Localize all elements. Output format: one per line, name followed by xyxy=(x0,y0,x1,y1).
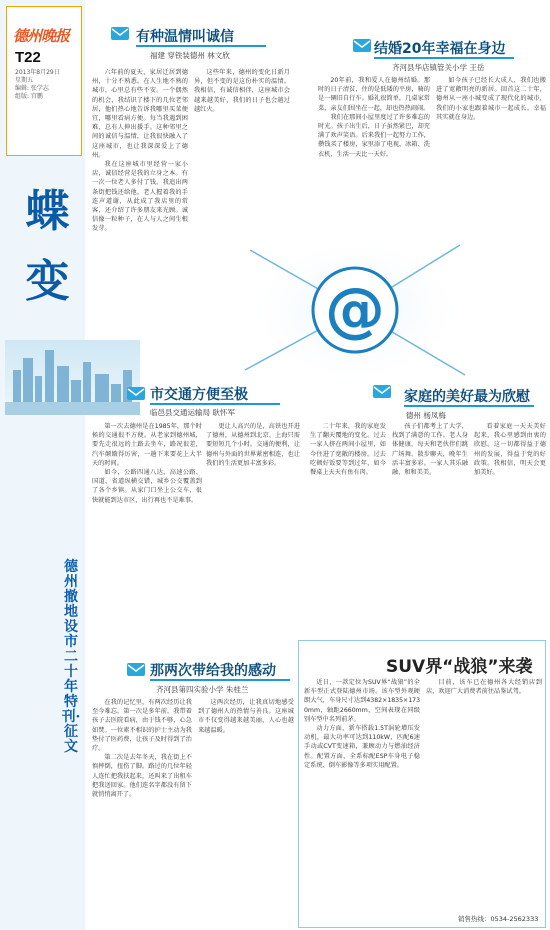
suv-ad-column xyxy=(304,678,420,910)
article-byline: 齐河县第四实验小学 朱桂兰 xyxy=(156,685,249,694)
article-column xyxy=(392,422,468,618)
article-column xyxy=(436,76,546,242)
paragraph: 近日，一款定位为SUV界“战狼”的全新车型正式登陆德州市场。该车型外观硬朗大气，车身尺寸达到4382×1835×1730mm，轴距2660mm，空间表现在同级别车型中名列前茅。 xyxy=(304,679,420,723)
paragraph: 目前，该车已在德州各大经销店到店，欢迎广大消费者前往品鉴试驾。 xyxy=(426,679,542,696)
suv-ad-contact: 销售热线：0534-2562333 xyxy=(458,915,539,923)
mail-icon xyxy=(110,26,130,41)
article-byline: 福建 穿铁装德州 林文欣 xyxy=(150,51,230,60)
paragraph: 这两次经历，让我真切地感受到了德州人的热情与善良。这座城市不仅变得越来越美丽，人心也越来越温暖。 xyxy=(198,699,294,734)
title-underline xyxy=(150,679,290,681)
title-underline xyxy=(404,405,534,407)
mail-icon xyxy=(372,384,392,399)
article-title: 结婚20年幸福在身边 xyxy=(374,41,506,57)
masthead xyxy=(6,6,82,156)
page-code: T22 xyxy=(15,49,41,66)
suv-ad-title: SUV界“战狼”来袭 xyxy=(386,657,533,677)
paragraph: 我在这座城市里经营一家小店，诚信经营是我的立身之本。有一次一位老人多付了钱，我追出两条街把钱还给他。老人握着我的手连声道谢，从此成了我店里的常客，还介绍了许多朋友来光顾。诚信像一粒种子，在人与人之间生根发芽。 xyxy=(92,161,188,233)
paragraph: 在我的记忆里，有两次经历让我至今难忘。第一次是多年前，我带着孩子去医院看病，由于钱不够，心急如焚。一位素不相识的护士主动为我垫付了医药费，让孩子及时得到了治疗。 xyxy=(92,699,192,753)
paragraph: 如今，公路四通八达，高速公路、国道、省道纵横交错，城乡公交覆盖到了各个乡镇。从家门口坐上公交车，很快就能到达市区，出行再也不是难事。 xyxy=(92,469,202,504)
title-underline xyxy=(374,57,514,59)
article-title: 家庭的美好最为欣慰 xyxy=(404,389,530,405)
mail-icon xyxy=(352,38,372,53)
article-column xyxy=(198,698,294,924)
paragraph: 我们在那间小屋里度过了许多难忘的时光。孩子出生后，日子虽然紧巴，却充满了欢声笑语。后来我们一起努力工作，攒钱买了楼房，家里添了电视、冰箱、洗衣机，生活一天比一天好。 xyxy=(318,113,430,158)
paragraph: 看着家庭一天天美好起来，我心里感到由衷的欣慰。这一切都得益于德州的发展，得益于党的好政策。我相信，明天会更加美好。 xyxy=(474,423,546,477)
article-column xyxy=(92,68,188,258)
paragraph: 如今孩子已经长大成人，我们也搬进了宽敞明亮的新居。回首这二十年，德州从一座小城变成了现代化的城市，我们的小家也跟着城市一起成长。幸福其实就在身边。 xyxy=(436,77,546,121)
meta-line: 编辑: 张学志 xyxy=(15,85,49,92)
article-column xyxy=(318,76,430,242)
paragraph: 20年前，我和爱人在德州结婚。那时的日子清贫，住的是低矮的平房，骑的是一辆旧自行车。婚礼很简单，几桌家常菜，亲友们围坐在一起，却也热热闹闹。 xyxy=(318,77,430,112)
article-column xyxy=(206,422,300,642)
title-underline xyxy=(136,45,266,47)
meta-line: 2013年8月29日 xyxy=(15,69,60,76)
paragraph: 二十年来，我的家庭发生了翻天覆地的变化。过去一家人挤在两间小屋里，如今住进了宽敞的楼房。过去吃顿好饭要等到过年，如今餐桌上天天有鱼有肉。 xyxy=(310,423,386,477)
suv-ad-column xyxy=(426,678,542,910)
svg-text:@: @ xyxy=(325,275,385,345)
paragraph: 更让人高兴的是，高铁也开进了德州，从德州到北京、上海只需要短短几个小时。交通的便利，让德州与外面的世界紧密相连，也让我们的生活更加丰富多彩。 xyxy=(206,423,300,467)
paragraph: 第一次去德州是在1985年，那个时候的交通很不方便。从老家到德州城，要先走很远的土路去坐车，路况很差，汽车颠簸得厉害，一趟下来要花上大半天的时间。 xyxy=(92,423,202,467)
article-column xyxy=(92,422,202,642)
mail-icon xyxy=(126,386,146,401)
article-column xyxy=(92,698,192,924)
article-byline: 齐河县华店镇管关小学 王岳 xyxy=(392,63,485,72)
paragraph: 六年前的夏天，家居迁居到德州，十分不熟悉。在人生地不熟的城市，心里总有些不安。一个偶然的机会，我结识了楼下的几位老邻居，他们热心地告诉我哪里买菜便宜，哪里看病方便。每当我遇到困难，总有人伸出援手。这种邻里之间的诚信与温情，让我很快融入了这座城市，也让我深深爱上了德州。 xyxy=(92,69,188,159)
masthead-meta xyxy=(15,69,60,101)
article-title: 那两次带给我的感动 xyxy=(150,663,276,679)
article-column xyxy=(194,68,290,258)
mail-icon xyxy=(126,662,146,677)
paragraph: 动力方面，新车搭载1.5T涡轮增压发动机，最大功率可达到110kW，匹配6速手动或CVT变速箱，兼顾动力与燃油经济性。配置方面，全系标配ESP车身电子稳定系统、倒车影像等多项实用配置。 xyxy=(304,725,420,769)
meta-line: 组版: 宫鹏 xyxy=(15,93,43,100)
vertical-special-title: 德州撤地设市二十年特刊·征文 xyxy=(61,559,81,755)
title-underline xyxy=(150,403,280,405)
section-char-2: 变 xyxy=(25,256,70,307)
article-byline: 德州 杨凤梅 xyxy=(406,411,446,420)
article-title: 有种温情叫诚信 xyxy=(136,29,234,45)
article-column xyxy=(474,422,546,618)
paragraph: 孩子们都考上了大学，找到了满意的工作。老人身体健康，每天和老伙伴们跳广场舞、散步聊天，晚年生活丰富多彩。一家人其乐融融，和和美美。 xyxy=(392,423,468,477)
meta-line: 星期五 xyxy=(15,77,34,84)
paragraph: 第二次是去年冬天，我在街上不慎摔倒，扭伤了脚。路过的几位年轻人连忙把我扶起来，还叫来了出租车把我送回家。他们连名字都没有留下就悄悄离开了。 xyxy=(92,754,192,799)
article-byline: 临邑县交通运输局 耿怀军 xyxy=(150,408,235,417)
article-title: 市交通方便至极 xyxy=(150,387,248,403)
newspaper-logo: 德州晚报 xyxy=(13,27,70,45)
section-char-1: 蝶 xyxy=(25,186,70,237)
article-column xyxy=(310,422,386,618)
paragraph: 这些年来，德州的变化日新月异，但不变的是这份朴实的温情。我相信，有诚信相伴，这座城市会越来越美好，我们的日子也会越过越红火。 xyxy=(194,69,290,113)
skyline-image xyxy=(5,340,140,415)
